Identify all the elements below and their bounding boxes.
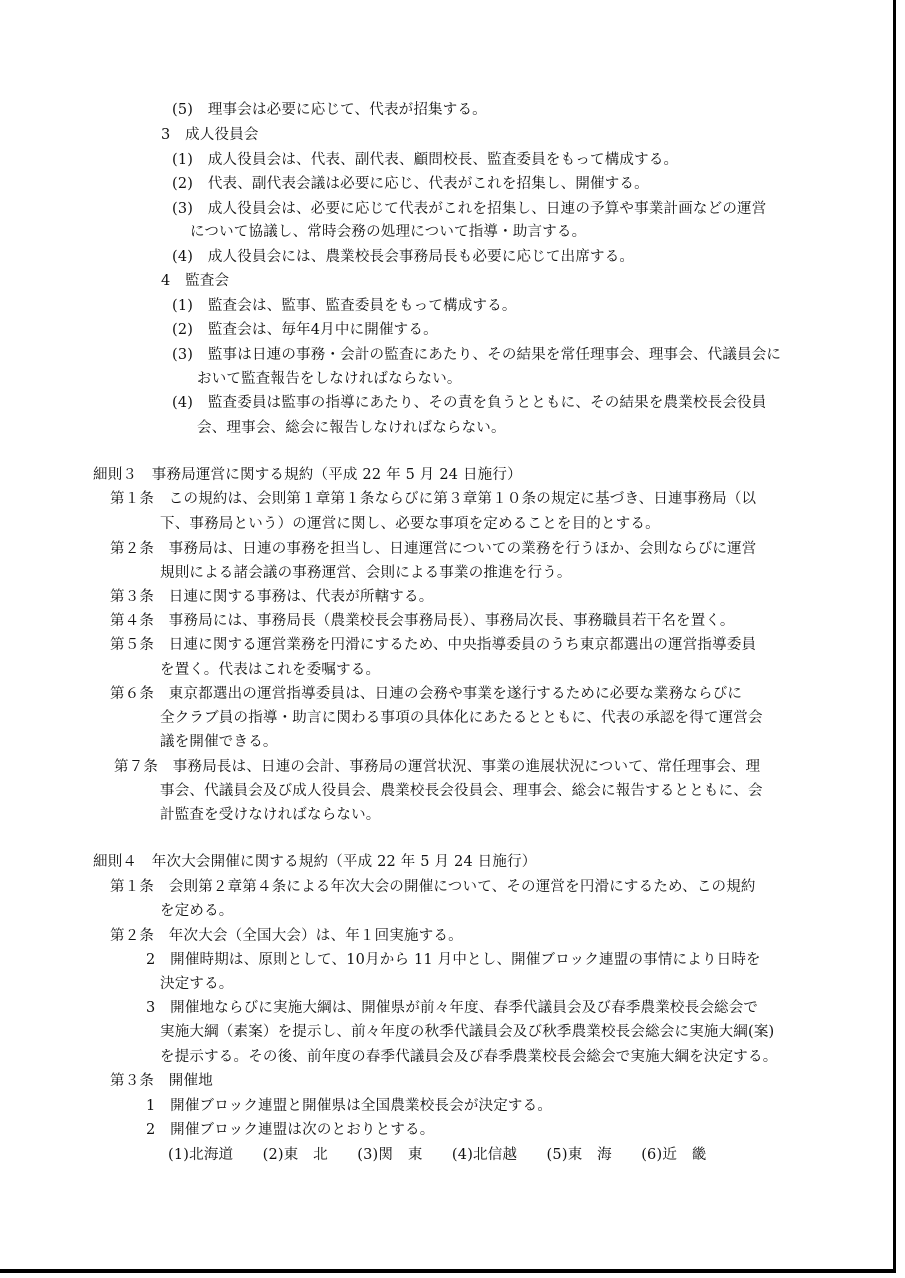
text-line: (2) 代表、副代表会議は必要に応じ、代表がこれを招集し、開催する。 xyxy=(172,176,649,192)
text-line: 2 開催時期は、原則として、10月から 11 月中とし、開催ブロック連盟の事情により日時を xyxy=(146,952,761,968)
text-line: 細則４ 年次大会開催に関する規約（平成 22 年 5 月 24 日施行） xyxy=(93,854,537,870)
text-line: を提示する。その後、前年度の春季代議員会及び春季農業校長会総会で実施大綱を決定する。 xyxy=(160,1049,778,1065)
text-line: (5) 理事会は必要に応じて、代表が招集する。 xyxy=(172,102,487,118)
text-line: 第２条 年次大会（全国大会）は、年１回実施する。 xyxy=(110,928,463,944)
text-line: (1)北海道 (2)東 北 (3)関 東 (4)北信越 (5)東 海 (6)近 畿 xyxy=(168,1147,707,1163)
text-line: 第６条 東京都選出の運営指導委員は、日連の会務や事業を遂行するために必要な業務ならびに xyxy=(110,686,743,702)
text-line: 第３条 開催地 xyxy=(110,1073,213,1089)
text-line: (3) 監事は日連の事務・会計の監査にあたり、その結果を常任理事会、理事会、代議員会に xyxy=(172,347,782,363)
text-line: 事会、代議員会及び成人役員会、農業校長会役員会、理事会、総会に報告するとともに、会 xyxy=(160,783,763,799)
text-line: 計監査を受けなければならない。 xyxy=(160,807,381,823)
text-line: 実施大綱（素案）を提示し、前々年度の秋季代議員会及び秋季農業校長会総会に実施大綱(案) xyxy=(160,1024,775,1040)
text-line: 第３条 日連に関する事務は、代表が所轄する。 xyxy=(110,589,434,605)
text-line: 議を開催できる。 xyxy=(160,734,278,750)
text-line: (1) 監査会は、監事、監査委員をもって構成する。 xyxy=(172,298,517,314)
text-line: を定める。 xyxy=(160,903,234,919)
text-line: 3 開催地ならびに実施大綱は、開催県が前々年度、春季代議員会及び春季農業校長会総会で xyxy=(146,1000,759,1016)
text-line: 規則による諸会議の事務運営、会則による事業の推進を行う。 xyxy=(160,565,572,581)
text-line: 細則３ 事務局運営に関する規約（平成 22 年 5 月 24 日施行） xyxy=(93,467,522,483)
text-line: について協議し、常時会務の処理について指導・助言する。 xyxy=(190,224,587,240)
text-line: 1 開催ブロック連盟と開催県は全国農業校長会が決定する。 xyxy=(146,1098,553,1114)
text-line: 第７条 事務局長は、日連の会計、事務局の運営状況、事業の進展状況について、常任理事会、理 xyxy=(114,759,761,775)
text-line: (4) 監査委員は監事の指導にあたり、その責を負うとともに、その結果を農業校長会役員 xyxy=(172,395,767,411)
text-line: おいて監査報告をしなければならない。 xyxy=(197,371,462,387)
text-line: 2 開催ブロック連盟は次のとおりとする。 xyxy=(146,1122,435,1138)
text-line: 下、事務局という）の運営に関し、必要な事項を定めることを目的とする。 xyxy=(160,516,660,532)
text-line: (2) 監査会は、毎年4月中に開催する。 xyxy=(172,322,438,338)
text-line: を置く。代表はこれを委嘱する。 xyxy=(160,662,381,678)
text-line: 第４条 事務局には、事務局長（農業校長会事務局長）、事務局次長、事務職員若干名を置く。 xyxy=(110,613,735,629)
text-line: 第１条 会則第２章第４条による年次大会の開催について、その運営を円滑にするため、この規約 xyxy=(110,879,756,895)
text-line: 4 監査会 xyxy=(161,273,230,289)
text-line: (1) 成人役員会は、代表、副代表、顧問校長、監査委員をもって構成する。 xyxy=(172,152,679,168)
text-line: 3 成人役員会 xyxy=(161,127,259,143)
text-line: 第１条 この規約は、会則第１章第１条ならびに第３章第１０条の規定に基づき、日連事務局（以 xyxy=(110,491,757,507)
text-line: 会、理事会、総会に報告しなければならない。 xyxy=(197,420,506,436)
page-border-bottom xyxy=(0,1269,896,1273)
text-line: (4) 成人役員会には、農業校長会事務局長も必要に応じて出席する。 xyxy=(172,249,635,265)
text-line: (3) 成人役員会は、必要に応じて代表がこれを招集し、日連の予算や事業計画などの運営 xyxy=(172,201,767,217)
text-line: 決定する。 xyxy=(160,976,234,992)
text-line: 全クラブ員の指導・助言に関わる事項の具体化にあたるとともに、代表の承認を得て運営会 xyxy=(160,710,763,726)
text-line: 第２条 事務局は、日連の事務を担当し、日連運営についての業務を行うほか、会則ならびに運営 xyxy=(110,541,757,557)
page-border-right xyxy=(893,0,896,1272)
text-line: 第５条 日連に関する運営業務を円滑にするため、中央指導委員のうち東京都選出の運営指導委員 xyxy=(110,637,757,653)
